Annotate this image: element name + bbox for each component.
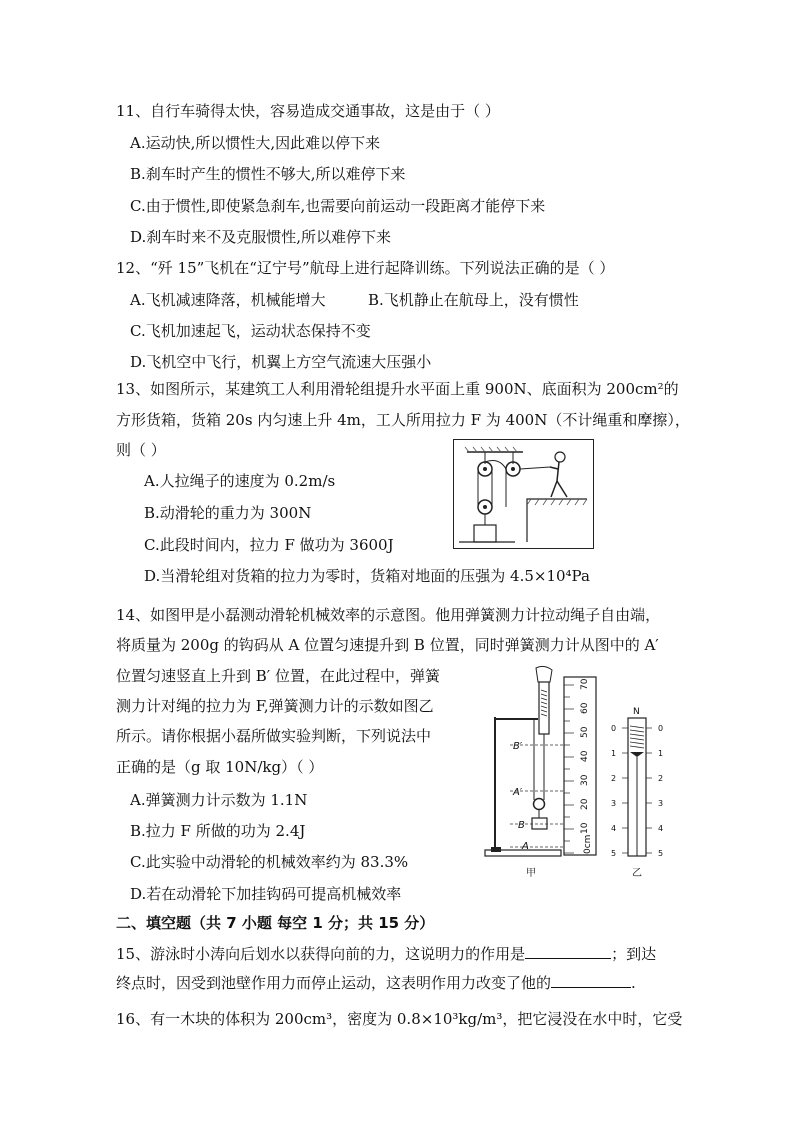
scale-left-3: 3	[611, 799, 617, 808]
ruler-mark-10: 10	[580, 822, 590, 834]
q14-stem-line-1: 14、如图甲是小磊测动滑轮机械效率的示意图。他用弹簧测力计拉动绳子自由端，	[116, 606, 661, 624]
q13-stem-line-1: 13、如图所示，某建筑工人利用滑轮组提升水平面上重 900N、底面积为 200cm²的	[116, 380, 679, 398]
scale-right-4: 4	[658, 824, 664, 833]
q14-stem-line-4: 测力计对绳的拉力为 F,弹簧测力计的示数如图乙	[116, 697, 434, 715]
ruler-mark-20: 20	[580, 798, 590, 810]
section-2-title: 二、填空题（共 7 小题 每空 1 分；共 15 分）	[116, 914, 435, 932]
q13-stem-line-3: 则（ ）	[116, 441, 166, 459]
q14-option-c: C.此实验中动滑轮的机械效率约为 83.3%	[130, 853, 409, 871]
figure-caption-jia: 甲	[526, 868, 536, 879]
label-a: A	[522, 841, 529, 852]
scale-right-1: 1	[658, 749, 664, 758]
label-a-prime: A′	[513, 787, 523, 798]
q13-pulley-figure	[453, 439, 594, 549]
ruler-mark-30: 30	[580, 774, 590, 786]
q14-option-a: A.弹簧测力计示数为 1.1N	[130, 791, 308, 809]
q11-stem: 11、自行车骑得太快，容易造成交通事故，这是由于（ ）	[116, 102, 500, 120]
q13-option-a: A.人拉绳子的速度为 0.2m/s	[144, 472, 336, 490]
q14-stem-line-2: 将质量为 200g 的钩码从 A 位置匀速提升到 B 位置，同时弹簧测力计从图中的 A′	[116, 636, 659, 654]
q14-stem-line-3: 位置匀速竖直上升到 B′ 位置，在此过程中，弹簧	[116, 667, 440, 685]
q15-line-1	[116, 944, 656, 963]
ruler-mark-50: 50	[580, 726, 590, 738]
ruler-mark-0: 0cm	[583, 834, 593, 854]
q14-option-d: D.若在动滑轮下加挂钩码可提高机械效率	[130, 885, 402, 903]
q14-stem-line-5: 所示。请你根据小磊所做实验判断，下列说法中	[116, 727, 432, 745]
q13-option-c: C.此段时间内，拉力 F 做功为 3600J	[144, 536, 394, 554]
q11-option-b: B.刹车时产生的惯性不够大,所以难停下来	[130, 165, 406, 183]
figure-caption-yi: 乙	[632, 868, 642, 879]
q15-line-2-end: .	[631, 974, 636, 992]
scale-left-4: 4	[611, 824, 617, 833]
q12-option-a: A.飞机减速降落，机械能增大	[130, 291, 326, 309]
scale-right-2: 2	[658, 774, 664, 783]
label-b-prime: B′	[513, 741, 523, 752]
label-b: B	[518, 820, 525, 831]
q15-line-1-end: ；到达	[611, 945, 657, 963]
scale-right-0: 0	[658, 724, 664, 733]
q13-option-d: D.当滑轮组对货箱的拉力为零时，货箱对地面的压强为 4.5×10⁴Pa	[144, 567, 590, 585]
q12-option-c: C.飞机加速起飞，运动状态保持不变	[130, 322, 371, 340]
q11-option-c: C.由于惯性,即使紧急刹车,也需要向前运动一段距离才能停下来	[130, 197, 546, 215]
q14-option-b: B.拉力 F 所做的功为 2.4J	[130, 822, 306, 840]
q15-line-2-text: 终点时，因受到池壁作用力而停止运动，这表明作用力改变了他的	[116, 974, 552, 992]
ruler-mark-40: 40	[580, 750, 590, 762]
q15-line-2	[116, 973, 636, 992]
q13-option-b: B.动滑轮的重力为 300N	[144, 504, 312, 522]
q12-option-d: D.飞机空中飞行，机翼上方空气流速大压强小	[130, 353, 432, 371]
scale-right-3: 3	[658, 799, 664, 808]
q12-stem: 12、“歼 15”飞机在“辽宁号”航母上进行起降训练。下列说法正确的是（ ）	[116, 259, 615, 277]
q11-option-a: A.运动快,所以惯性大,因此难以停下来	[130, 134, 381, 152]
q16-line-1: 16、有一木块的体积为 200cm³，密度为 0.8×10³kg/m³，把它浸没在水中时，它受	[116, 1010, 683, 1028]
scale-right-5: 5	[658, 849, 664, 858]
q11-option-d: D.刹车时来不及克服惯性,所以难停下来	[130, 228, 392, 246]
q13-stem-line-2: 方形货箱，货箱 20s 内匀速上升 4m，工人所用拉力 F 为 400N（不计绳重和摩擦），	[116, 411, 690, 429]
scale-left-0: 0	[611, 724, 617, 733]
scale-left-2: 2	[611, 774, 617, 783]
scale-unit-label: N	[633, 707, 640, 717]
q14-experiment-figure	[482, 662, 678, 880]
scale-left-1: 1	[611, 749, 617, 758]
q14-stem-line-6: 正确的是（g 取 10N/kg）（ ）	[116, 758, 324, 776]
q15-blank-2[interactable]	[551, 973, 631, 988]
q15-blank-1[interactable]	[525, 944, 611, 959]
q15-line-1-text: 15、游泳时小涛向后划水以获得向前的力，这说明力的作用是	[116, 945, 526, 963]
q12-option-b: B.飞机静止在航母上，没有惯性	[368, 291, 579, 309]
scale-left-5: 5	[611, 849, 617, 858]
ruler-mark-70: 70	[580, 678, 590, 690]
ruler-mark-60: 60	[580, 702, 590, 714]
